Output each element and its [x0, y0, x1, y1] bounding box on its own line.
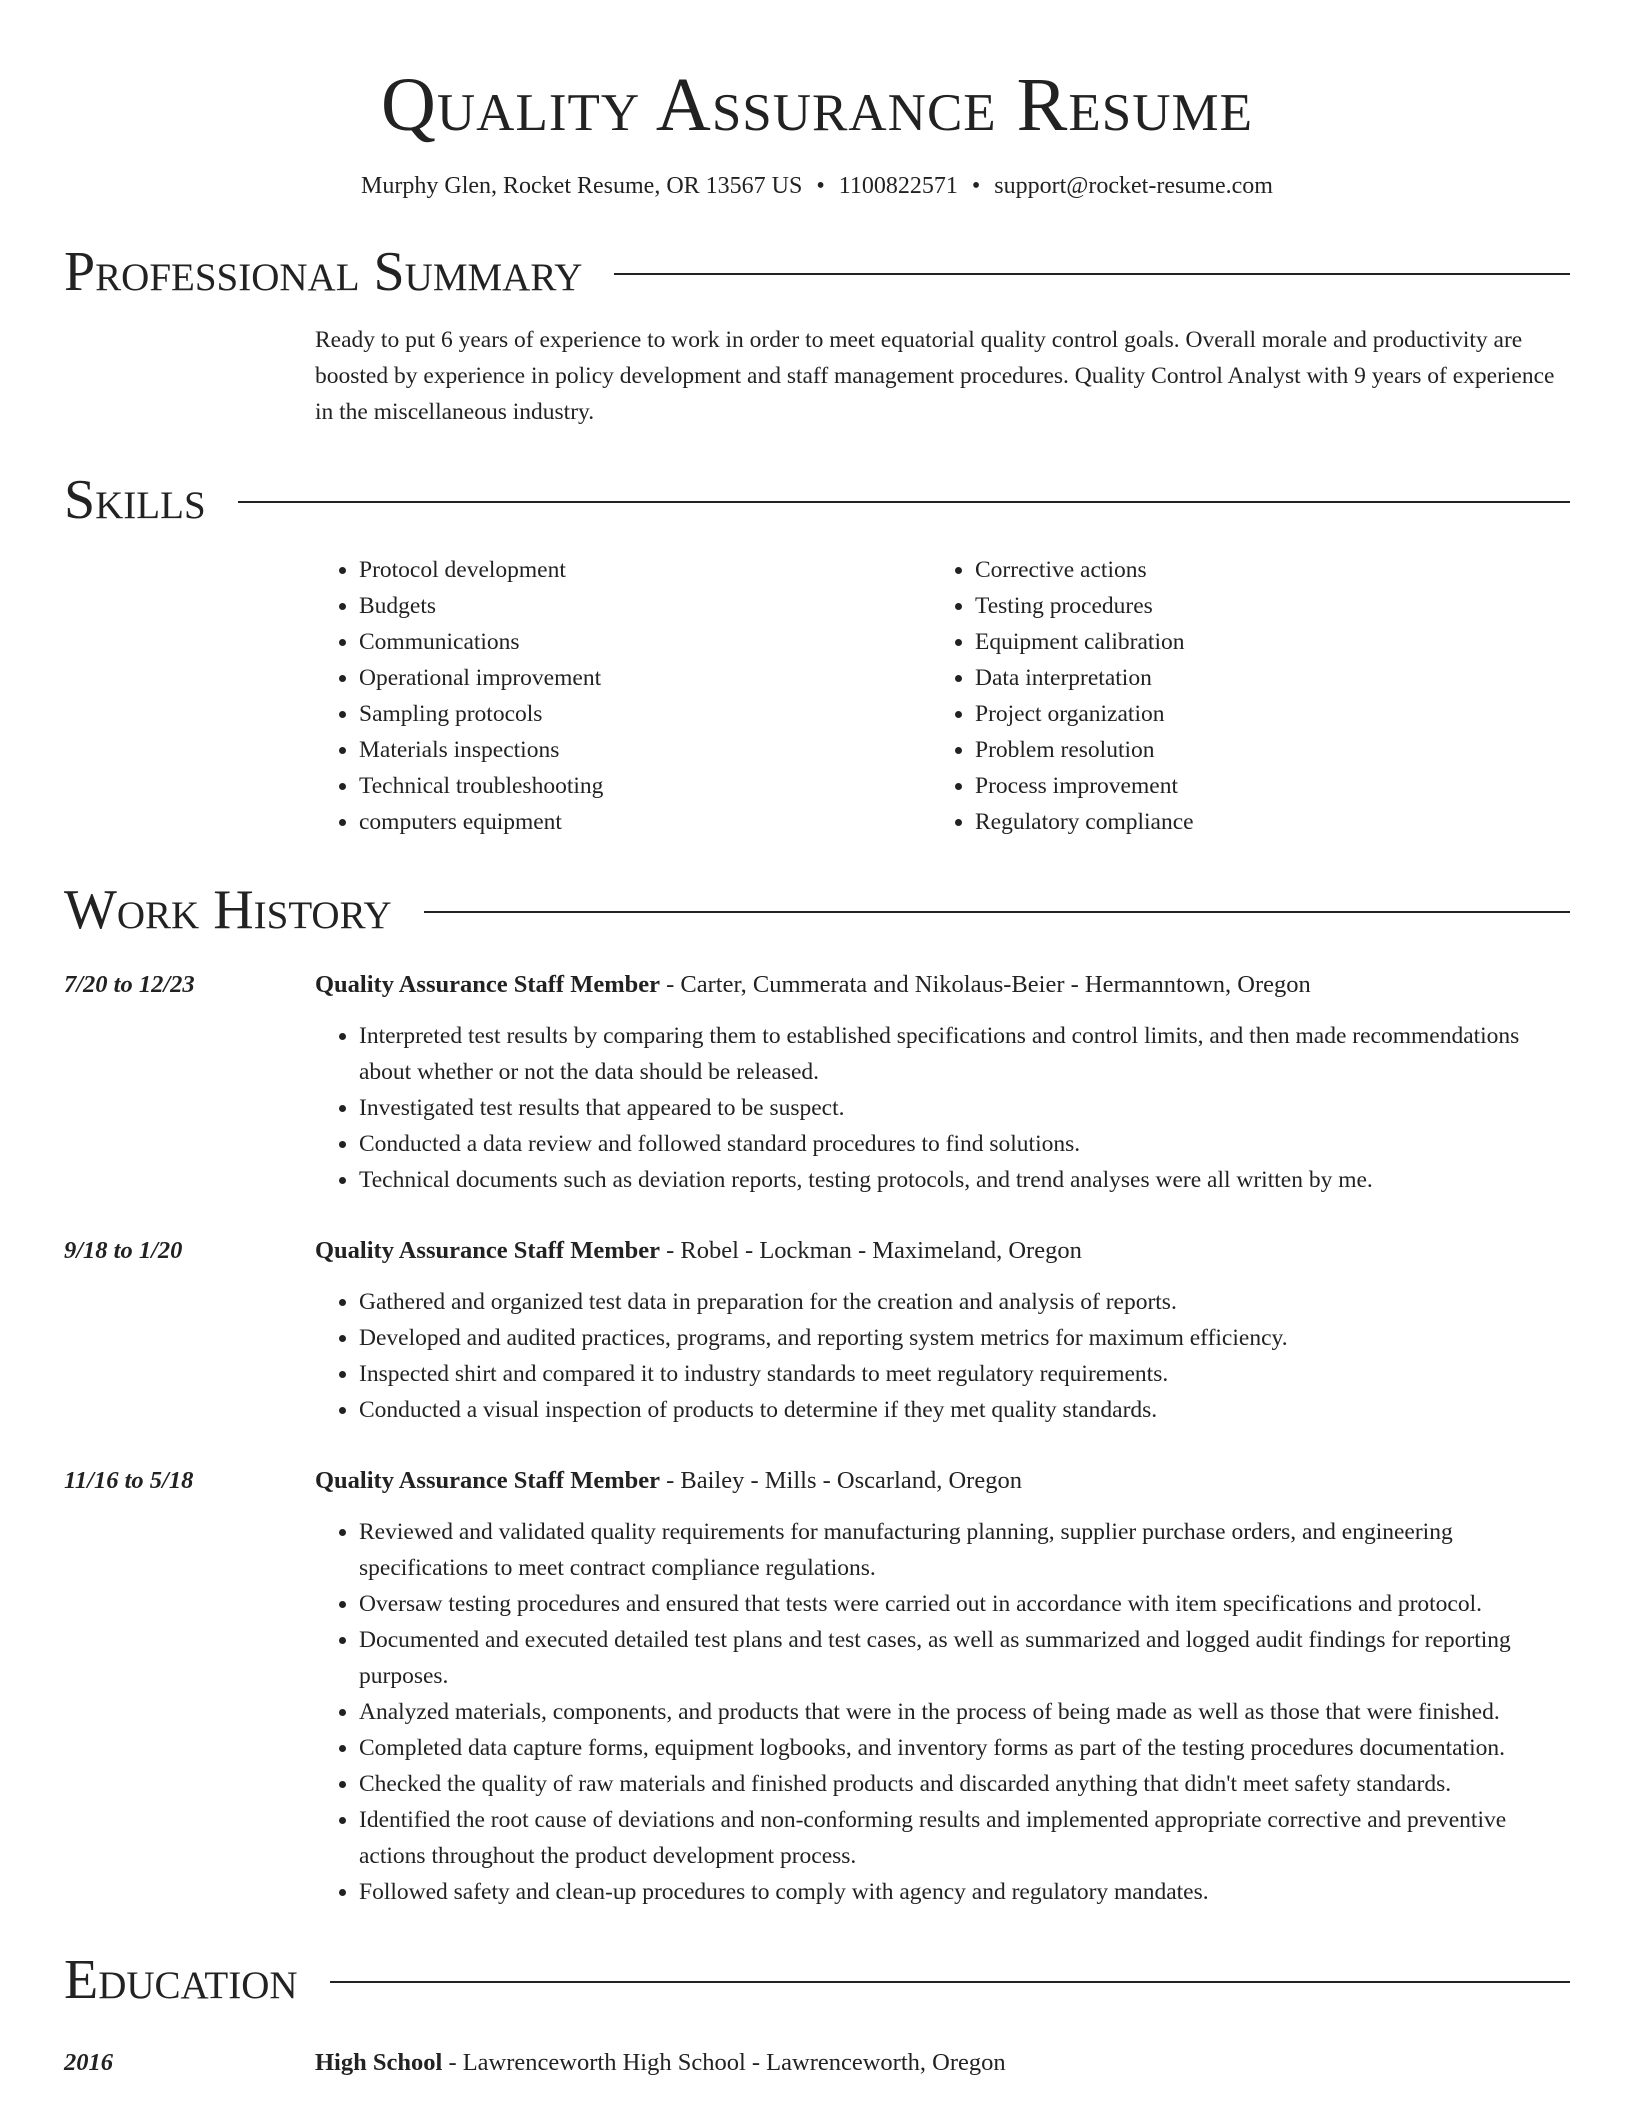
section-title-work: Work History	[64, 879, 392, 941]
contact-line	[64, 170, 1570, 202]
job-bullet: • Conducted a data review and followed standard procedures to find solutions.	[359, 1126, 1570, 1162]
job-bullet: • Interpreted test results by comparing them to established specifications and control limits, and then made recommendations about whether or not the data should be released.	[359, 1018, 1570, 1090]
bullet-separator: •	[971, 173, 981, 199]
job-header	[64, 1464, 1570, 1498]
job-entry	[64, 1464, 1570, 1910]
section-title-skills: Skills	[64, 469, 206, 531]
skill-item: • Communications	[359, 624, 931, 660]
skill-item: • Technical troubleshooting	[359, 768, 931, 804]
skills-columns	[315, 552, 1570, 840]
job-bullet: • Inspected shirt and compared it to industry standards to meet regulatory requirements.	[359, 1356, 1570, 1392]
job-bullet: • Developed and audited practices, programs, and reporting system metrics for maximum efficiency.	[359, 1320, 1570, 1356]
skill-item: • Equipment calibration	[975, 624, 1547, 660]
job-bullet: • Reviewed and validated quality requirements for manufacturing planning, supplier purchase orders, and engineering specifications to meet contract compliance regulations.	[359, 1514, 1570, 1586]
education-heading	[315, 2046, 1006, 2080]
summary-text: Ready to put 6 years of experience to work in order to meet equatorial quality control goals. Overall morale and productivity are boosted by experience in policy development and staff management procedures. Quality Control Analyst with 9 years of experience in the miscellaneous industry.	[315, 327, 1555, 425]
section-header-work	[64, 878, 1570, 942]
job-bullet: • Technical documents such as deviation reports, testing protocols, and trend analyses were all written by me.	[359, 1162, 1570, 1198]
job-entry	[64, 968, 1570, 1198]
bullet-separator: •	[816, 173, 825, 199]
skill-item: • Testing procedures	[975, 588, 1547, 624]
job-heading	[315, 968, 1311, 1002]
skill-item: • Project organization	[975, 696, 1547, 732]
job-bullet: • Identified the root cause of deviations and non-conforming results and implemented appropriate corrective and preventive actions throughout the product development process.	[359, 1802, 1570, 1874]
education-degree: High School	[315, 2049, 443, 2076]
job-title: Quality Assurance Staff Member	[315, 971, 660, 998]
skill-item: • Budgets	[359, 588, 931, 624]
job-bullet: • Followed safety and clean-up procedures to comply with agency and regulatory mandates.	[359, 1874, 1570, 1910]
skill-item: • Protocol development	[359, 552, 931, 588]
skill-item: • Regulatory compliance	[975, 804, 1547, 840]
job-employer: - Bailey - Mills - Oscarland, Oregon	[660, 1467, 1022, 1494]
job-bullet: • Analyzed materials, components, and products that were in the process of being made as well as those that were finished.	[359, 1694, 1570, 1730]
job-heading	[315, 1234, 1082, 1268]
job-bullet: • Checked the quality of raw materials and finished products and discarded anything that didn't meet safety standards.	[359, 1766, 1570, 1802]
section-divider	[614, 273, 1570, 275]
section-header-summary	[64, 240, 1570, 304]
section-header-education	[64, 1948, 1570, 2012]
job-title: Quality Assurance Staff Member	[315, 1237, 660, 1264]
job-bullet: • Completed data capture forms, equipment logbooks, and inventory forms as part of the testing procedures documentation.	[359, 1730, 1570, 1766]
job-bullet: • Gathered and organized test data in preparation for the creation and analysis of reports.	[359, 1284, 1570, 1320]
section-title-summary: Professional Summary	[64, 241, 583, 303]
skill-item: • Materials inspections	[359, 732, 931, 768]
resume-title: Quality Assurance Resume	[381, 63, 1253, 147]
education-entry	[64, 2046, 1570, 2080]
job-bullet: • Documented and executed detailed test plans and test cases, as well as summarized and logged audit findings for reporting purposes.	[359, 1622, 1570, 1694]
section-divider	[424, 911, 1570, 913]
skill-item: • Corrective actions	[975, 552, 1547, 588]
job-dates: 11/16 to 5/18	[64, 1467, 194, 1494]
skill-item: • computers equipment	[359, 804, 931, 840]
job-header	[64, 968, 1570, 1002]
section-divider	[330, 1981, 1570, 1983]
job-dates: 9/18 to 1/20	[64, 1237, 183, 1264]
job-bullet: • Oversaw testing procedures and ensured that tests were carried out in accordance with item specifications and protocol.	[359, 1586, 1570, 1622]
section-header-skills	[64, 468, 1570, 532]
job-bullets	[315, 1514, 1570, 1910]
job-bullet: • Investigated test results that appeared to be suspect.	[359, 1090, 1570, 1126]
resume-page	[64, 0, 1570, 2080]
education-school: - Lawrenceworth High School - Lawrenceworth, Oregon	[442, 2049, 1006, 2076]
job-title: Quality Assurance Staff Member	[315, 1467, 660, 1494]
job-bullet: • Conducted a visual inspection of products to determine if they met quality standards.	[359, 1392, 1570, 1428]
job-employer: - Robel - Lockman - Maximeland, Oregon	[660, 1237, 1082, 1264]
section-title-education: Education	[64, 1949, 298, 2011]
contact-phone: 1100822571	[838, 173, 958, 199]
job-bullets	[315, 1284, 1570, 1428]
skill-item: • Data interpretation	[975, 660, 1547, 696]
skill-item: • Sampling protocols	[359, 696, 931, 732]
job-entry	[64, 1234, 1570, 1428]
education-date: 2016	[64, 2049, 113, 2076]
job-employer: - Carter, Cummerata and Nikolaus-Beier - Hermanntown, Oregon	[660, 971, 1311, 998]
skill-item: • Process improvement	[975, 768, 1547, 804]
contact-address: Murphy Glen, Rocket Resume, OR 13567 US	[361, 173, 803, 199]
job-heading	[315, 1464, 1022, 1498]
job-header	[64, 1234, 1570, 1268]
contact-email: support@rocket-resume.com	[994, 173, 1273, 199]
skills-list-right	[931, 552, 1547, 840]
job-bullets	[315, 1018, 1570, 1198]
job-dates: 7/20 to 12/23	[64, 971, 195, 998]
section-divider	[238, 501, 1570, 503]
skill-item: • Operational improvement	[359, 660, 931, 696]
skills-list-left	[315, 552, 931, 840]
education-header	[64, 2046, 1570, 2080]
skill-item: • Problem resolution	[975, 732, 1547, 768]
